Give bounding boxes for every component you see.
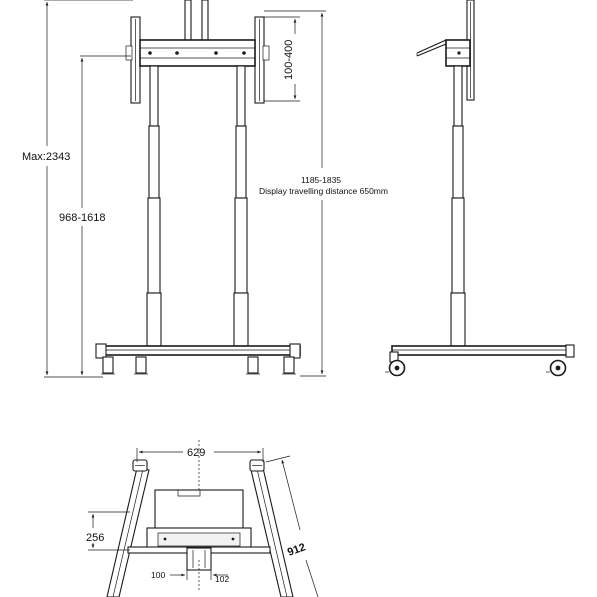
side-column bbox=[451, 66, 465, 346]
center-height-label: 968-1618 bbox=[59, 212, 106, 224]
travel-note-label: Display travelling distance 650mm bbox=[259, 186, 388, 196]
front-base bbox=[96, 344, 300, 374]
side-bracket bbox=[417, 0, 474, 100]
right-gap-label: 102 bbox=[215, 574, 230, 584]
top-view bbox=[86, 440, 318, 597]
travel-range-label: 1185-1835 bbox=[301, 175, 342, 185]
max-height-label: Max:2343 bbox=[22, 151, 71, 163]
vesa-bracket bbox=[126, 0, 269, 103]
top-housing bbox=[128, 490, 270, 570]
left-gap-label: 100 bbox=[151, 570, 166, 580]
top-width-label: 629 bbox=[187, 447, 206, 459]
side-caster-right bbox=[546, 361, 566, 376]
top-depth-label: 912 bbox=[285, 541, 308, 559]
telescopic-columns bbox=[147, 66, 248, 346]
bracket-offset-label: 256 bbox=[86, 532, 105, 544]
side-view bbox=[385, 0, 574, 376]
front-casters bbox=[101, 357, 296, 374]
vesa-vertical-label: 100-400 bbox=[283, 39, 295, 80]
max-height-dimension bbox=[44, 0, 133, 377]
side-caster-left bbox=[385, 361, 405, 376]
front-view bbox=[22, 0, 388, 377]
side-base bbox=[385, 345, 574, 376]
